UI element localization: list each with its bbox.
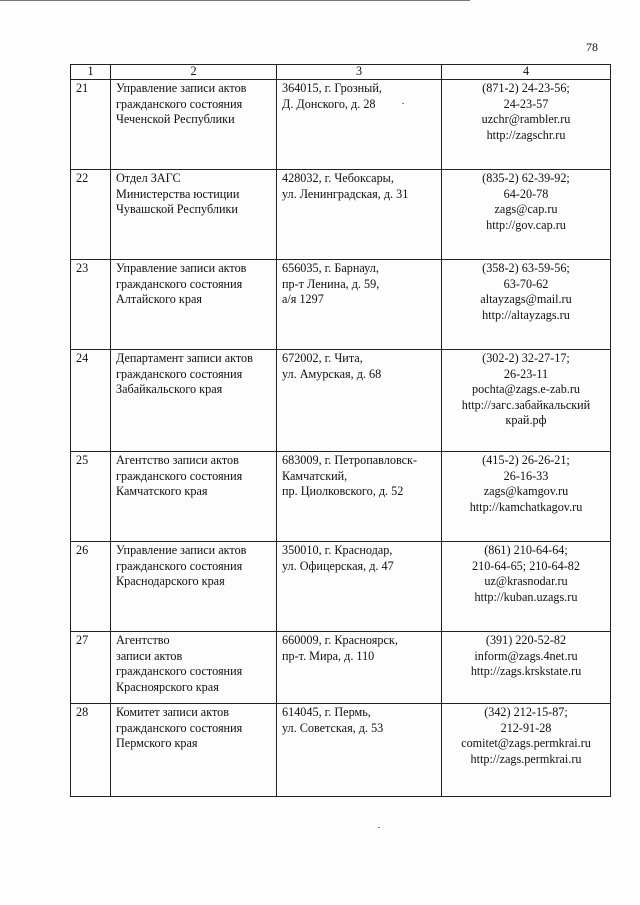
contact-line: http://kuban.uzags.ru [474, 589, 578, 604]
row-number: 24 [76, 351, 89, 365]
agency-name-cell [111, 350, 277, 452]
contact-line: zags@cap.ru [494, 202, 558, 216]
scan-speck [378, 827, 380, 828]
agency-name-line: Пермского края [116, 736, 198, 750]
address-cell [277, 452, 442, 542]
contact-line: 63-70-62 [503, 276, 549, 291]
contact-line: 26-16-33 [503, 468, 549, 483]
column-header-2: 2 [111, 65, 277, 80]
address-line: 350010, г. Краснодар, [282, 543, 393, 557]
row-number-cell [71, 350, 111, 452]
table-row [71, 452, 611, 542]
agency-name-cell [111, 542, 277, 632]
contact-line: uz@krasnodar.ru [484, 574, 568, 588]
contact-line: 24-23-57 [503, 96, 549, 111]
agency-name-cell [111, 632, 277, 704]
contact-line: 210-64-65; 210-64-82 [472, 558, 580, 573]
table-row [71, 80, 611, 170]
address-line: 660009, г. Красноярск, [282, 633, 398, 647]
column-header-4: 4 [442, 65, 611, 80]
table-row [71, 542, 611, 632]
contact-line: 212-91-28 [500, 720, 552, 735]
page-number: 78 [586, 40, 598, 54]
row-number-cell [71, 704, 111, 797]
address-cell [277, 704, 442, 797]
address-cell [277, 632, 442, 704]
contact-line: (391) 220-52-82 [485, 633, 567, 647]
contact-line: (835-2) 62-39-92; [482, 171, 570, 185]
table-row [71, 260, 611, 350]
contact-line: comitet@zags.permkrai.ru [461, 736, 591, 750]
header-row [71, 65, 611, 80]
agency-name-line: записи актов [116, 648, 183, 663]
column-header-3: 3 [277, 65, 442, 80]
table-row [71, 350, 611, 452]
agency-name-line: Министерства юстиции [116, 186, 240, 201]
agency-name-line: Агентство записи актов [116, 453, 239, 467]
row-number-cell [71, 80, 111, 170]
agency-name-line: Управление записи актов [116, 261, 247, 275]
row-number: 21 [76, 81, 89, 95]
contact-line: (861) 210-64-64; [484, 543, 568, 557]
address-line: 683009, г. Петропавловск- [282, 453, 418, 467]
agency-name-cell [111, 452, 277, 542]
row-number: 28 [76, 705, 89, 719]
contact-line: http://kamchatkagov.ru [469, 499, 583, 514]
table-row [71, 632, 611, 704]
row-number-cell [71, 452, 111, 542]
contact-line: http://altayzags.ru [482, 307, 570, 322]
contact-line: 64-20-78 [503, 186, 549, 201]
address-line: ул. Советская, д. 53 [282, 720, 384, 735]
address-line: 428032, г. Чебоксары, [282, 171, 394, 185]
agency-name-line: Управление записи актов [116, 543, 247, 557]
address-line: пр-т Ленина, д. 59, [282, 276, 380, 291]
contact-line: http://zags.permkrai.ru [470, 751, 582, 766]
top-edge-rule [0, 0, 470, 1]
row-number: 27 [76, 633, 89, 647]
address-cell [277, 260, 442, 350]
contact-line: (358-2) 63-59-56; [482, 261, 570, 275]
agency-name-line: Отдел ЗАГС [116, 171, 181, 185]
agency-name-line: Агентство [116, 633, 170, 647]
table-body [71, 80, 611, 797]
contacts-cell [442, 542, 611, 632]
agency-name-line: Управление записи актов [116, 81, 247, 95]
contact-line: (302-2) 32-27-17; [482, 351, 570, 365]
contacts-cell [442, 350, 611, 452]
agency-name-line: Краснодарского края [116, 574, 225, 588]
address-line: 656035, г. Барнаул, [282, 261, 379, 275]
row-number-cell [71, 260, 111, 350]
agency-name-line: Департамент записи актов [116, 351, 253, 365]
agency-name-line: Красноярского края [116, 679, 219, 694]
contact-line: (342) 212-15-87; [484, 705, 568, 719]
contact-line: 26-23-11 [503, 366, 549, 381]
address-line: 364015, г. Грозный, [282, 81, 382, 95]
table-row [71, 704, 611, 797]
agency-name-line: Чеченской Республики [116, 112, 235, 126]
address-line: ул. Офицерская, д. 47 [282, 558, 394, 573]
contact-line: http://gov.cap.ru [486, 217, 566, 232]
agency-name-line: гражданского состояния [116, 276, 243, 291]
row-number: 22 [76, 171, 89, 185]
contacts-cell [442, 170, 611, 260]
row-number-cell [71, 632, 111, 704]
agency-name-cell [111, 260, 277, 350]
contact-line: zags@kamgov.ru [483, 484, 569, 498]
contacts-cell [442, 632, 611, 704]
row-number: 23 [76, 261, 89, 275]
contacts-cell [442, 452, 611, 542]
row-number: 25 [76, 453, 89, 467]
contact-line: (871-2) 24-23-56; [482, 81, 570, 95]
contacts-cell [442, 704, 611, 797]
address-line: пр-т. Мира, д. 110 [282, 648, 375, 663]
agency-name-line: гражданского состояния [116, 720, 243, 735]
contact-line: uzchr@rambler.ru [481, 112, 571, 126]
contact-line: pochta@zags.e-zab.ru [472, 382, 580, 396]
contact-line: http://загс.забайкальский [461, 397, 591, 412]
agency-name-line: Камчатского края [116, 484, 208, 498]
contact-line: http://zags.krskstate.ru [470, 664, 582, 678]
address-line: Камчатский, [282, 468, 348, 483]
contact-line: край.рф [505, 413, 547, 427]
contact-line: altayzags@mail.ru [480, 292, 572, 306]
address-line: Д. Донского, д. 28 [282, 96, 376, 111]
address-line: 672002, г. Чита, [282, 351, 363, 365]
agency-name-cell [111, 80, 277, 170]
agency-name-cell [111, 704, 277, 797]
agency-name-line: гражданского состояния [116, 366, 243, 381]
agency-name-line: гражданского состояния [116, 96, 243, 111]
address-line: пр. Циолковского, д. 52 [282, 484, 404, 498]
contact-line: http://zagschr.ru [486, 127, 566, 142]
row-number-cell [71, 170, 111, 260]
table-row [71, 170, 611, 260]
agency-name-line: гражданского состояния [116, 468, 243, 483]
address-line: ул. Ленинградская, д. 31 [282, 186, 409, 201]
address-cell [277, 350, 442, 452]
agency-name-cell [111, 170, 277, 260]
address-line: а/я 1297 [282, 292, 324, 306]
address-line: ул. Амурская, д. 68 [282, 366, 382, 381]
address-line: 614045, г. Пермь, [282, 705, 371, 719]
agency-name-line: гражданского состояния [116, 664, 243, 678]
contact-line: (415-2) 26-26-21; [482, 453, 570, 467]
column-header-1: 1 [71, 65, 111, 80]
agency-name-line: Алтайского края [116, 292, 202, 306]
agency-name-line: гражданского состояния [116, 558, 243, 573]
address-cell [277, 80, 442, 170]
contact-line: inform@zags.4net.ru [474, 648, 578, 663]
agency-name-line: Забайкальского края [116, 382, 223, 396]
row-number-cell [71, 542, 111, 632]
address-cell [277, 542, 442, 632]
registry-table [70, 64, 611, 797]
contacts-cell [442, 80, 611, 170]
agency-name-line: Чувашской Республики [116, 202, 238, 216]
row-number: 26 [76, 543, 89, 557]
agency-name-line: Комитет записи актов [116, 705, 229, 719]
contacts-cell [442, 260, 611, 350]
address-cell [277, 170, 442, 260]
